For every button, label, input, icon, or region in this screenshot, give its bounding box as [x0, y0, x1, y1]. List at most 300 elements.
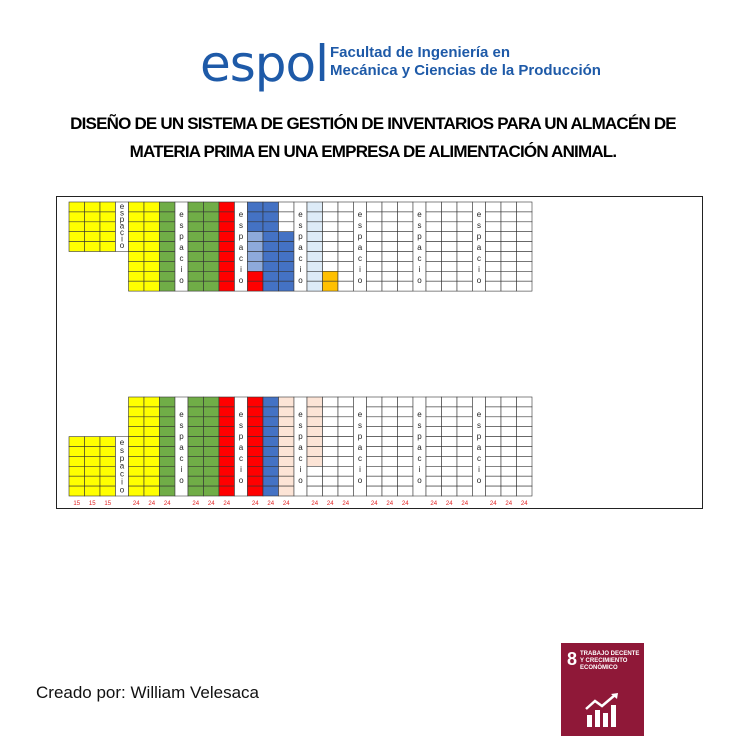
pallet-slot — [129, 212, 145, 222]
pallet-slot — [188, 447, 204, 457]
pallet-slot — [144, 447, 160, 457]
aisle-label-letter: o — [298, 275, 303, 285]
pallet-slot — [188, 252, 204, 262]
pallet-slot — [100, 222, 116, 232]
aisle-label-letter: p — [238, 231, 244, 241]
pallet-slot — [248, 447, 264, 457]
pallet-slot — [338, 271, 354, 281]
pallet-slot — [442, 397, 458, 407]
pallet-slot — [263, 281, 279, 291]
pallet-slot — [426, 271, 442, 281]
aisle-label-letter: e — [238, 209, 244, 219]
pallet-slot — [160, 476, 176, 486]
pallet-slot — [204, 466, 220, 476]
pallet-slot — [188, 212, 204, 222]
pallet-slot — [338, 447, 354, 457]
aisle-label-letter: p — [357, 231, 363, 241]
pallet-slot — [204, 476, 220, 486]
pallet-slot — [307, 427, 323, 437]
aisle-label-letter: s — [120, 445, 124, 455]
pallet-slot — [501, 476, 517, 486]
aisle-label-letter: a — [179, 242, 184, 252]
aisle-label-letter: c — [417, 253, 422, 263]
pallet-slot — [457, 252, 473, 262]
aisle-label-letter: e — [476, 209, 482, 219]
aisle-label-letter: i — [359, 264, 361, 274]
pallet-slot — [398, 456, 414, 466]
pallet-slot — [279, 271, 295, 281]
pallet-slot — [219, 466, 235, 476]
pallet-slot — [457, 466, 473, 476]
pallet-slot — [85, 437, 101, 447]
aisle-label-letter: c — [179, 453, 184, 463]
pallet-slot — [382, 202, 398, 212]
pallet-slot — [442, 447, 458, 457]
aisle-label-letter: e — [476, 409, 482, 419]
pallet-slot — [204, 232, 220, 242]
sdg-label — [580, 651, 642, 672]
pallet-slot — [338, 417, 354, 427]
pallet-slot — [442, 456, 458, 466]
aisle-label-letter: c — [477, 253, 481, 263]
pallet-slot — [69, 437, 85, 447]
pallet-slot — [501, 212, 517, 222]
pallet-slot — [100, 456, 116, 466]
pallet-slot — [129, 447, 145, 457]
pallet-slot — [426, 437, 442, 447]
pallet-slot — [248, 252, 264, 262]
pallet-slot — [398, 271, 414, 281]
pallet-slot — [367, 486, 383, 496]
aisle-label-letter: s — [298, 420, 303, 430]
pallet-slot — [144, 476, 160, 486]
pallet-slot — [307, 407, 323, 417]
pallet-slot — [486, 212, 502, 222]
pallet-slot — [457, 232, 473, 242]
capacity-label: 24 — [520, 501, 528, 507]
pallet-slot — [367, 242, 383, 252]
warehouse-layout-diagram — [56, 196, 703, 509]
pallet-slot — [323, 447, 339, 457]
faculty-line-1: Facultad de Ingeniería en — [330, 44, 511, 61]
pallet-slot — [517, 476, 533, 486]
pallet-slot — [279, 242, 295, 252]
pallet-slot — [160, 486, 176, 496]
pallet-slot — [279, 232, 295, 242]
pallet-slot — [219, 407, 235, 417]
pallet-slot — [144, 202, 160, 212]
pallet-slot — [279, 476, 295, 486]
pallet-slot — [457, 427, 473, 437]
pallet-slot — [204, 252, 220, 262]
pallet-slot — [219, 261, 235, 271]
pallet-slot — [367, 232, 383, 242]
pallet-slot — [367, 281, 383, 291]
pallet-slot — [263, 271, 279, 281]
pallet-slot — [338, 466, 354, 476]
pallet-slot — [144, 252, 160, 262]
pallet-slot — [382, 466, 398, 476]
pallet-slot — [160, 252, 176, 262]
pallet-slot — [279, 447, 295, 457]
pallet-slot — [144, 397, 160, 407]
pallet-slot — [263, 232, 279, 242]
aisle-label-letter: c — [120, 469, 124, 479]
pallet-slot — [204, 271, 220, 281]
pallet-slot — [100, 202, 116, 212]
pallet-slot — [442, 261, 458, 271]
pallet-slot — [188, 417, 204, 427]
pallet-slot — [486, 437, 502, 447]
pallet-slot — [323, 242, 339, 252]
aisle-label-letter: a — [119, 221, 125, 231]
capacity-label: 24 — [311, 501, 319, 507]
pallet-slot — [501, 456, 517, 466]
capacity-label: 24 — [445, 501, 453, 507]
pallet-slot — [457, 281, 473, 291]
pallet-slot — [517, 202, 533, 212]
pallet-slot — [69, 232, 85, 242]
pallet-slot — [517, 417, 533, 427]
pallet-slot — [442, 281, 458, 291]
pallet-slot — [188, 456, 204, 466]
pallet-slot — [129, 222, 145, 232]
aisle-label-letter: a — [476, 242, 482, 252]
pallet-slot — [100, 212, 116, 222]
pallet-slot — [307, 261, 323, 271]
aisle-label-letter: o — [238, 275, 244, 285]
pallet-slot — [382, 261, 398, 271]
aisle-label-letter: o — [179, 475, 184, 485]
pallet-slot — [160, 261, 176, 271]
pallet-slot — [307, 397, 323, 407]
pallet-slot — [307, 476, 323, 486]
pallet-slot — [204, 437, 220, 447]
pallet-slot — [85, 447, 101, 457]
pallet-slot — [323, 252, 339, 262]
aisle-label-letter: o — [119, 241, 125, 251]
aisle-label-letter: i — [180, 464, 183, 474]
pallet-slot — [398, 281, 414, 291]
pallet-slot — [323, 232, 339, 242]
pallet-slot — [204, 407, 220, 417]
pallet-slot — [486, 486, 502, 496]
capacity-label: 24 — [326, 501, 334, 507]
pallet-slot — [486, 407, 502, 417]
pallet-slot — [382, 407, 398, 417]
aisle-label-letter: c — [477, 453, 481, 463]
pallet-slot — [323, 222, 339, 232]
pallet-slot — [100, 466, 116, 476]
aisle-label-letter: s — [477, 220, 481, 230]
pallet-slot — [398, 476, 414, 486]
capacity-label: 24 — [207, 501, 215, 507]
pallet-slot — [248, 417, 264, 427]
capacity-label: 24 — [163, 501, 171, 507]
pallet-slot — [426, 476, 442, 486]
aisle-label-letter: e — [357, 209, 363, 219]
aisle-label-letter: o — [357, 475, 363, 485]
aisle-label-letter: a — [119, 461, 125, 471]
title-line-2: MATERIA PRIMA EN UNA EMPRESA DE ALIMENTACIÓN ANIMAL. — [129, 142, 617, 161]
pallet-slot — [160, 212, 176, 222]
pallet-slot — [129, 417, 145, 427]
pallet-slot — [486, 427, 502, 437]
pallet-slot — [144, 271, 160, 281]
pallet-slot — [426, 397, 442, 407]
sdg-label-line-2: Y CRECIMIENTO — [580, 658, 628, 664]
pallet-slot — [279, 427, 295, 437]
pallet-slot — [426, 466, 442, 476]
pallet-slot — [279, 397, 295, 407]
aisle-label-letter: o — [417, 475, 422, 485]
capacity-label: 24 — [223, 501, 231, 507]
pallet-slot — [398, 252, 414, 262]
pallet-slot — [307, 281, 323, 291]
pallet-slot — [426, 447, 442, 457]
pallet-slot — [219, 437, 235, 447]
aisle-label-letter: c — [298, 253, 303, 263]
pallet-slot — [323, 202, 339, 212]
pallet-slot — [486, 252, 502, 262]
pallet-slot — [279, 456, 295, 466]
pallet-slot — [160, 407, 176, 417]
pallet-slot — [307, 456, 323, 466]
aisle-label-letter: s — [179, 420, 184, 430]
title-line-1: DISEÑO DE UN SISTEMA DE GESTIÓN DE INVENTARIOS PARA UN ALMACÉN DE — [70, 114, 676, 133]
pallet-slot — [100, 476, 116, 486]
pallet-slot — [248, 242, 264, 252]
pallet-slot — [129, 261, 145, 271]
pallet-slot — [442, 242, 458, 252]
pallet-slot — [85, 222, 101, 232]
pallet-slot — [501, 407, 517, 417]
pallet-slot — [129, 281, 145, 291]
pallet-slot — [160, 232, 176, 242]
pallet-slot — [367, 222, 383, 232]
pallet-slot — [144, 232, 160, 242]
pallet-slot — [398, 407, 414, 417]
pallet-slot — [338, 242, 354, 252]
pallet-slot — [442, 271, 458, 281]
pallet-slot — [85, 212, 101, 222]
pallet-slot — [248, 222, 264, 232]
pallet-slot — [129, 407, 145, 417]
pallet-slot — [338, 407, 354, 417]
pallet-slot — [486, 281, 502, 291]
pallet-slot — [144, 466, 160, 476]
pallet-slot — [204, 456, 220, 466]
aisle-label-letter: c — [239, 453, 243, 463]
pallet-slot — [248, 212, 264, 222]
pallet-slot — [367, 261, 383, 271]
pallet-slot — [426, 222, 442, 232]
aisle-label-letter: i — [478, 464, 480, 474]
capacity-label: 24 — [132, 501, 140, 507]
pallet-slot — [338, 427, 354, 437]
pallet-slot — [307, 242, 323, 252]
pallet-slot — [398, 447, 414, 457]
pallet-slot — [144, 261, 160, 271]
pallet-slot — [85, 242, 101, 252]
pallet-slot — [323, 476, 339, 486]
pallet-slot — [442, 407, 458, 417]
aisle-label-letter: p — [179, 231, 184, 241]
aisle-label-letter: p — [298, 231, 303, 241]
pallet-slot — [204, 427, 220, 437]
pallet-slot — [398, 212, 414, 222]
pallet-slot — [279, 222, 295, 232]
pallet-slot — [219, 486, 235, 496]
pallet-slot — [367, 427, 383, 437]
pallet-slot — [426, 281, 442, 291]
pallet-slot — [160, 417, 176, 427]
pallet-slot — [442, 232, 458, 242]
aisle-label-letter: c — [358, 253, 362, 263]
pallet-slot — [129, 456, 145, 466]
pallet-slot — [323, 212, 339, 222]
pallet-slot — [69, 202, 85, 212]
pallet-slot — [129, 486, 145, 496]
pallet-slot — [382, 252, 398, 262]
capacity-label: 24 — [386, 501, 394, 507]
pallet-slot — [442, 476, 458, 486]
pallet-slot — [398, 437, 414, 447]
pallet-slot — [204, 242, 220, 252]
aisle-label-letter: e — [119, 202, 125, 212]
pallet-slot — [219, 397, 235, 407]
pallet-slot — [263, 466, 279, 476]
pallet-slot — [426, 261, 442, 271]
pallet-slot — [219, 252, 235, 262]
aisle-label-letter: p — [417, 231, 422, 241]
pallet-slot — [457, 476, 473, 486]
pallet-slot — [263, 397, 279, 407]
pallet-slot — [457, 212, 473, 222]
pallet-slot — [219, 476, 235, 486]
pallet-slot — [457, 407, 473, 417]
pallet-slot — [263, 456, 279, 466]
pallet-slot — [486, 466, 502, 476]
pallet-slot — [279, 252, 295, 262]
aisle-label-letter: e — [417, 209, 422, 219]
pallet-slot — [367, 476, 383, 486]
pallet-slot — [486, 232, 502, 242]
pallet-slot — [323, 456, 339, 466]
pallet-slot — [517, 261, 533, 271]
capacity-label: 24 — [430, 501, 438, 507]
pallet-slot — [279, 417, 295, 427]
aisle-label-letter: p — [119, 453, 125, 463]
pallet-slot — [160, 466, 176, 476]
pallet-slot — [204, 447, 220, 457]
top-rack-row — [69, 202, 532, 291]
aisle-label-letter: o — [119, 485, 125, 495]
pallet-slot — [144, 417, 160, 427]
aisle-label-letter: a — [417, 242, 422, 252]
capacity-label: 24 — [505, 501, 513, 507]
pallet-slot — [398, 427, 414, 437]
pallet-slot — [263, 222, 279, 232]
pallet-slot — [426, 407, 442, 417]
capacity-label: 24 — [267, 501, 275, 507]
pallet-slot — [398, 242, 414, 252]
pallet-slot — [517, 281, 533, 291]
pallet-slot — [160, 437, 176, 447]
aisle-label-letter: i — [418, 464, 421, 474]
pallet-slot — [100, 242, 116, 252]
pallet-slot — [188, 222, 204, 232]
pallet-slot — [279, 202, 295, 212]
pallet-slot — [69, 212, 85, 222]
pallet-slot — [204, 212, 220, 222]
pallet-slot — [367, 466, 383, 476]
espol-logo — [200, 35, 601, 98]
pallet-slot — [486, 271, 502, 281]
pallet-slot — [382, 456, 398, 466]
pallet-slot — [517, 486, 533, 496]
pallet-slot — [517, 232, 533, 242]
aisle-label-letter: e — [119, 437, 125, 447]
pallet-slot — [307, 222, 323, 232]
pallet-slot — [263, 417, 279, 427]
pallet-slot — [323, 486, 339, 496]
aisle-label-letter: a — [357, 242, 363, 252]
author-credit: Creado por: William Velesaca — [36, 683, 259, 702]
aisle-label-letter: p — [298, 431, 303, 441]
pallet-slot — [188, 242, 204, 252]
pallet-slot — [367, 447, 383, 457]
pallet-slot — [501, 437, 517, 447]
pallet-slot — [160, 281, 176, 291]
pallet-slot — [307, 271, 323, 281]
capacity-label: 24 — [370, 501, 378, 507]
pallet-slot — [129, 476, 145, 486]
pallet-slot — [486, 202, 502, 212]
aisle-label-letter: e — [298, 209, 303, 219]
pallet-slot — [426, 456, 442, 466]
aisle-label-letter: i — [121, 477, 123, 487]
pallet-slot — [219, 222, 235, 232]
aisle-label-letter: p — [119, 215, 125, 225]
pallet-slot — [188, 397, 204, 407]
pallet-slot — [219, 417, 235, 427]
pallet-slot — [219, 427, 235, 437]
pallet-slot — [160, 427, 176, 437]
aisle-label-letter: s — [477, 420, 481, 430]
pallet-slot — [85, 202, 101, 212]
pallet-slot — [367, 252, 383, 262]
pallet-slot — [160, 222, 176, 232]
pallet-slot — [398, 417, 414, 427]
pallet-slot — [100, 437, 116, 447]
pallet-slot — [517, 407, 533, 417]
pallet-slot — [160, 456, 176, 466]
capacity-label: 24 — [251, 501, 259, 507]
pallet-slot — [501, 252, 517, 262]
pallet-slot — [486, 456, 502, 466]
aisle-label-letter: a — [476, 442, 482, 452]
pallet-slot — [279, 407, 295, 417]
aisle-label-letter: e — [179, 409, 184, 419]
pallet-slot — [442, 417, 458, 427]
pallet-slot — [279, 281, 295, 291]
pallet-slot — [219, 202, 235, 212]
pallet-slot — [426, 232, 442, 242]
pallet-slot — [517, 397, 533, 407]
pallet-slot — [188, 407, 204, 417]
capacity-label: 24 — [489, 501, 497, 507]
